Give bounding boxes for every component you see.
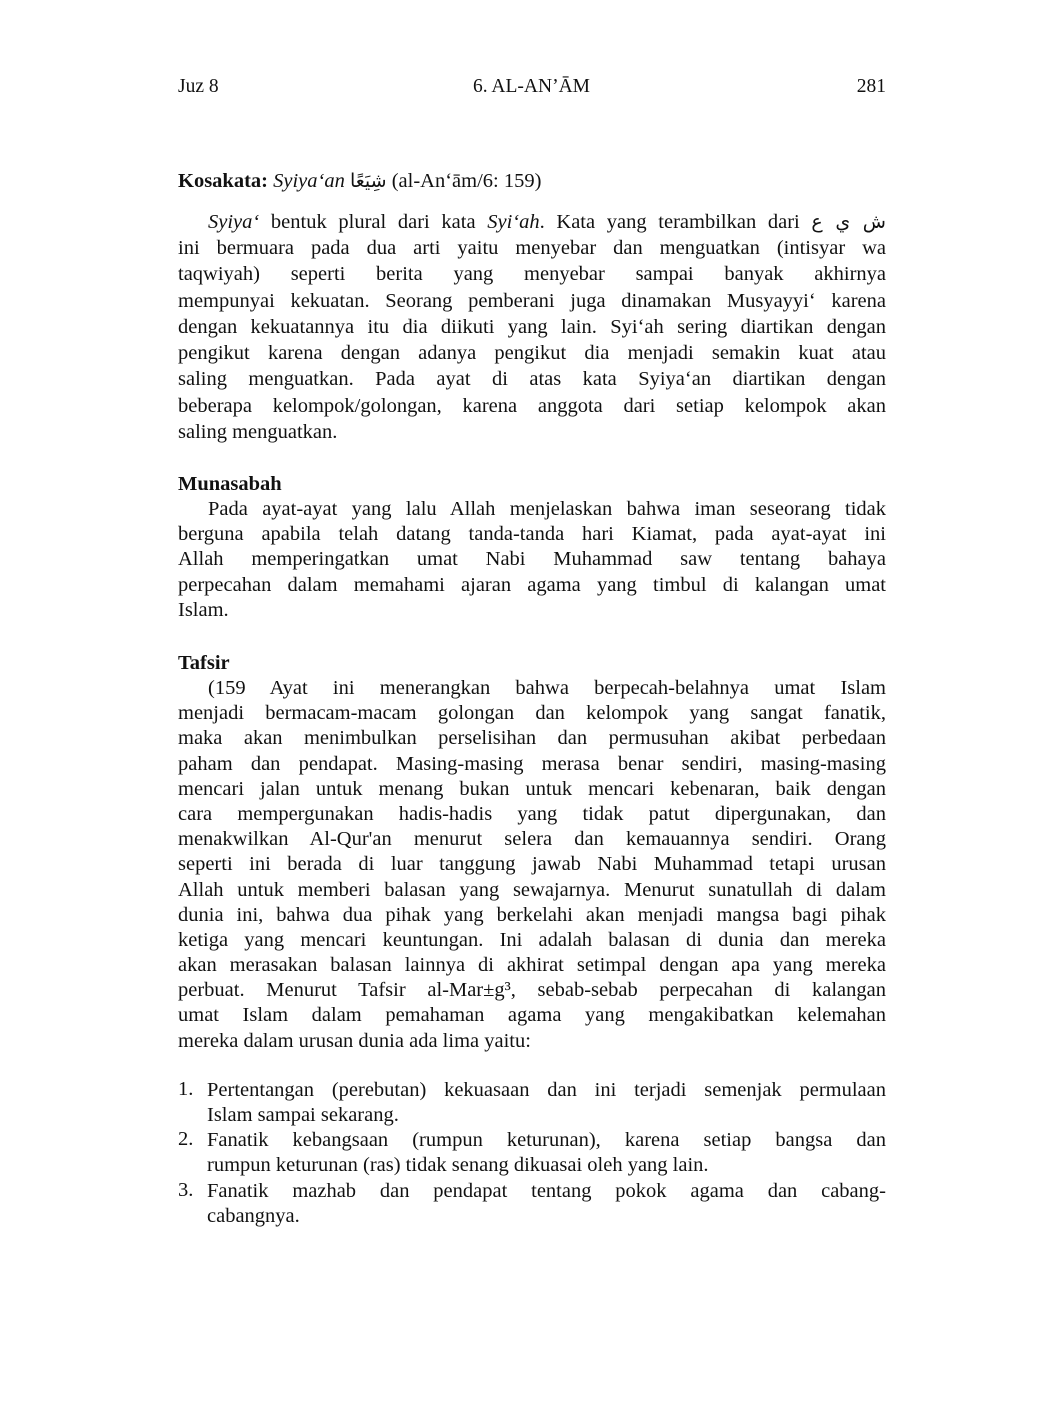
tafsir-section bbox=[178, 650, 886, 1229]
page-number: 281 bbox=[856, 76, 886, 97]
tafsir-line: (159 Ayat ini menerangkan bahwa berpecah-belahnya umat Islam bbox=[208, 677, 886, 699]
running-head-title: 6. AL-AN’ĀM bbox=[473, 76, 590, 97]
tafsir-line: perbuat. Menurut Tafsir al-Mar±g³, sebab-sebab perpecahan di kalangan bbox=[178, 979, 886, 1002]
kosakata-line: taqwiyah) seperti berita yang menyebar sampai banyak akhirnya bbox=[178, 263, 886, 286]
kosakata-section bbox=[178, 168, 886, 445]
tafsir-line: mereka dalam urusan dunia ada lima yaitu: bbox=[178, 1029, 531, 1052]
running-head-juz: Juz 8 bbox=[178, 76, 219, 97]
kosakata-line: pengikut karena dengan adanya pengikut dia menjadi semakin kuat atau bbox=[178, 342, 886, 365]
munasabah-line: berguna apabila telah datang tanda-tanda hari Kiamat, pada ayat-ayat ini bbox=[178, 523, 886, 546]
tafsir-heading: Tafsir bbox=[178, 652, 230, 674]
list-item bbox=[178, 1179, 886, 1229]
tafsir-line: akan merasakan balasan lainnya di akhirat setimpal dengan apa yang mereka bbox=[178, 954, 886, 977]
list-number: 2. bbox=[178, 1128, 194, 1151]
kosakata-line: Syiya‘ bentuk plural dari kata Syi‘ah. Kata yang terambilkan dari ش ي ع bbox=[208, 211, 886, 233]
kosakata-line: beberapa kelompok/golongan, karena anggota dari setiap kelompok akan bbox=[178, 394, 886, 417]
tafsir-line: cara mempergunakan hadis-hadis yang tidak patut dipergunakan, dan bbox=[178, 802, 886, 825]
tafsir-line: Allah untuk memberi balasan yang sewajarnya. Menurut sunatullah di dalam bbox=[178, 878, 886, 901]
list-item-line: Pertentangan (perebutan) kekuasaan dan ini terjadi semenjak permulaan bbox=[207, 1078, 886, 1101]
list-item bbox=[178, 1128, 886, 1178]
tafsir-line: ketiga yang mencari keuntungan. Ini adalah balasan di dunia dan mereka bbox=[178, 928, 886, 951]
kosakata-line: saling menguatkan. Pada ayat di atas kata Syiya‘an diartikan dengan bbox=[178, 368, 886, 391]
munasabah-line: perpecahan dalam memahami ajaran agama yang timbul di kalangan umat bbox=[178, 573, 886, 596]
munasabah-heading: Munasabah bbox=[178, 473, 282, 495]
kosakata-line: mempunyai kekuatan. Seorang pemberani juga dinamakan Musyayyi‘ karena bbox=[178, 289, 886, 312]
munasabah-line: Pada ayat-ayat yang lalu Allah menjelaskan bahwa iman seseorang tidak bbox=[208, 498, 886, 520]
list-item-line: rumpun keturunan (ras) tidak senang dikuasai oleh yang lain. bbox=[207, 1154, 709, 1177]
kosakata-ref: (al-An‘ām/6: 159) bbox=[391, 170, 542, 192]
list-item-line: cabangnya. bbox=[207, 1204, 300, 1227]
tafsir-line: mencari jalan untuk menang bukan untuk mencari kebenaran, baik dengan bbox=[178, 777, 886, 800]
tafsir-line: dunia ini, bahwa dua pihak yang berkelahi akan menjadi mangsa bagi pihak bbox=[178, 903, 886, 926]
tafsir-line: paham dan pendapat. Masing-masing merasa benar sendiri, masing-masing bbox=[178, 752, 886, 775]
arabic-root-letters: ش ي ع bbox=[811, 211, 886, 233]
tafsir-line: menjadi bermacam-macam golongan dan kelompok yang sangat fanatik, bbox=[178, 702, 886, 725]
kosakata-arabic: شِيَعًا bbox=[349, 170, 387, 192]
kosakata-term: Syiya‘an bbox=[273, 170, 345, 192]
list-number: 1. bbox=[178, 1077, 194, 1100]
kosakata-line: ini bermuara pada dua arti yaitu menyebar dan menguatkan (intisyar wa bbox=[178, 237, 886, 259]
tafsir-line: umat Islam dalam pemahaman agama yang mengakibatkan kelemahan bbox=[178, 1004, 886, 1027]
kosakata-line: dengan kekuatannya itu dia diikuti yang lain. Syi‘ah sering diartikan dengan bbox=[178, 315, 886, 338]
munasabah-line: Allah memperingatkan umat Nabi Muhammad saw tentang bahaya bbox=[178, 548, 886, 571]
tafsir-line: seperti ini berada di luar tanggung jawab Nabi Muhammad tetapi urusan bbox=[178, 853, 886, 876]
kosakata-heading bbox=[178, 168, 886, 194]
munasabah-line: Islam. bbox=[178, 598, 229, 621]
list-item-line: Islam sampai sekarang. bbox=[207, 1104, 399, 1126]
list-item-line: Fanatik mazhab dan pendapat tentang pokok agama dan cabang- bbox=[207, 1179, 886, 1202]
list-item-line: Fanatik kebangsaan (rumpun keturunan), karena setiap bangsa dan bbox=[207, 1129, 886, 1152]
munasabah-section bbox=[178, 471, 886, 623]
kosakata-label: Kosakata: bbox=[178, 170, 268, 192]
tafsir-line: menakwilkan Al-Qur'an menurut selera dan kemauannya sendiri. Orang bbox=[178, 828, 886, 851]
tafsir-line: maka akan menimbulkan perselisihan dan permusuhan akibat perbedaan bbox=[178, 727, 886, 750]
list-item bbox=[178, 1078, 886, 1128]
kosakata-line: saling menguatkan. bbox=[178, 421, 338, 444]
list-number: 3. bbox=[178, 1178, 194, 1201]
